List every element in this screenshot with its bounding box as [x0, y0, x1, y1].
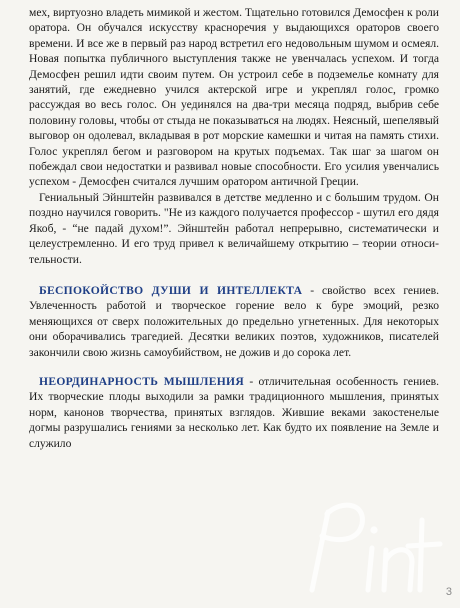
section-anxiety-body: - свойство всех гениев. Увлеченность работой и творческое горение вело к буре эмоций, резко меняющихся от сверх положительных до предельно угнетенных. Для некоторых они оборачивались трагедией. Десятки великих поэтов, художников, писателей закончили свою жизнь самоубийством, не дожив и до сорока лет. — [29, 283, 440, 359]
paragraph-einstein: Гениальный Эйнштейн развивался в детстве медленно и с большим трудом. Он поздно научился говорить. "Не из каждого получается профессор - шутил его дядя Якоб, - “не падай духом!”. Эйнштейн работал непрерывно, систематически и целеустремленно. И его труд привел к величайшему открытию – теории относительности. — [29, 190, 439, 266]
section-thinking-body: - отличительная особенность гениев. Их творческие плоды выходили за рамки традиционного мышления, принятых норм, канонов творчества, принятых взглядов. Жившие веками закостенелые догмы разрушались гениями за несколько лет. Как будто их появление на Земле и служило — [29, 374, 439, 450]
page-number: 3 — [445, 586, 452, 598]
section-thinking — [29, 374, 439, 451]
spacer — [29, 267, 439, 283]
pinterest-watermark — [300, 490, 450, 600]
section-anxiety-heading: БЕСПОКОЙСТВО ДУШИ И ИНТЕЛЛЕКТА — [39, 283, 303, 297]
spacer — [29, 360, 439, 374]
paragraph-demosthenes: мех, виртуозно владеть мимикой и жестом. Тщательно готовился Демосфен к роли оратора. Он обучался искусству красноречия у выдающихся ораторов своего времени. И все же в первый раз народ встретил его недовольным шумом и осмеял. Новая попытка публичного выступления также не увенчалась успехом. И тогда Демосфен решил идти своим путем. Он устроил себе в подземелье комнату для занятий, где ежедневно учился актерской игре и укреплял голос, громко рассуждая во весь голос. Он уединялся на два-три месяца подряд, выбрив себе половину головы, чтобы от стыда не показываться на людях. Неясный, шепелявый выговор он одолевал, вкладывая в рот морские камешки и читая на память стихи. Голос укреплял бегом и разговором на крутых подъемах. Так шаг за шагом он побеждал свои недостатки и развивал новые способности. Его усилия увенчались успехом - Демосфен считался лучшим оратором античной Греции. — [29, 6, 439, 189]
section-thinking-heading: НЕОРДИНАРНОСТЬ МЫШЛЕНИЯ — [39, 374, 245, 388]
section-anxiety — [29, 283, 439, 360]
